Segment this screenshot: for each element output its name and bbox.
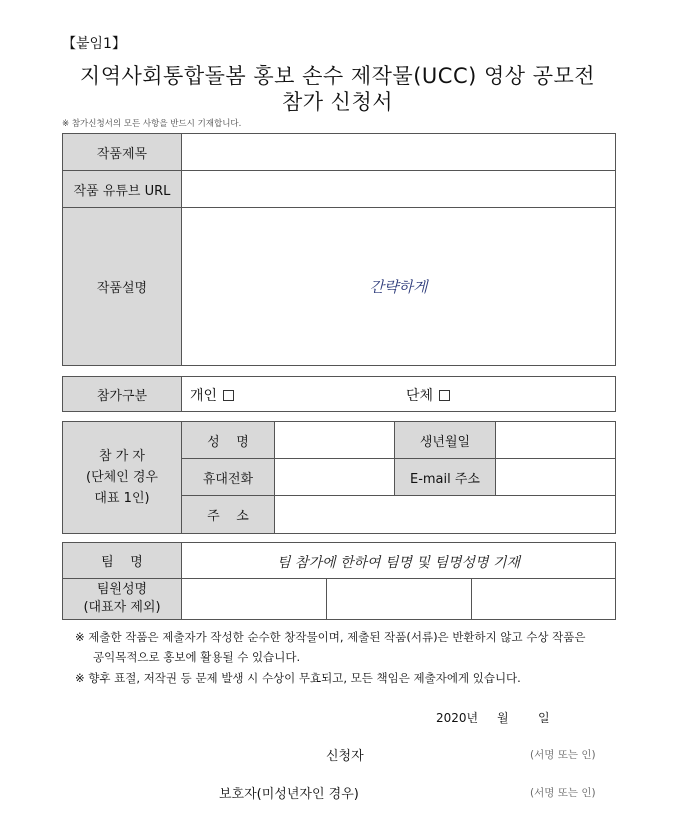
category-field [181,376,616,412]
individual-label: 개인 [190,388,218,404]
team-name-label: 팀 명 [62,542,182,579]
team-member-field-3[interactable] [471,578,616,620]
group-label: 단체 [406,388,434,404]
date-month: 월 [497,711,509,725]
address-field[interactable] [274,495,616,534]
group-checkbox[interactable] [439,390,450,401]
date-day: 일 [538,711,550,725]
guardian-label: 보호자(미성년자인 경우) [219,787,359,802]
work-title-field[interactable] [181,133,616,171]
email-field[interactable] [495,458,616,496]
footnote-1-line-2: 공익목적으로 홍보에 활용될 수 있습니다. [93,650,301,664]
group-option[interactable] [406,385,450,405]
email-label: E-mail 주소 [394,458,496,496]
category-label: 참가구분 [62,376,182,412]
participant-label: 참 가 자 (단체인 경우 대표 1인) [62,421,182,534]
applicant-signature[interactable]: (서명 또는 인) [530,749,596,761]
address-label: 주 소 [181,495,275,534]
footnote-2: ※ 향후 표절, 저작권 등 문제 발생 시 수상이 무효되고, 모든 책임은 제출자에게 있습니다. [75,671,521,685]
form-title: 지역사회통합돌봄 홍보 손수 제작물(UCC) 영상 공모전 [79,64,596,88]
description-hint: 간략하게 [369,278,428,296]
form-subtitle: 참가 신청서 [281,90,394,114]
team-members-label: 팀원성명 (대표자 제외) [62,578,182,620]
team-name-hint: 팀 참가에 한하여 팀명 및 팀명성명 기재 [276,555,521,571]
name-field[interactable] [274,421,395,459]
date-year: 2020년 [436,711,479,725]
applicant-label: 신청자 [326,749,364,764]
phone-field[interactable] [274,458,395,496]
birthdate-field[interactable] [495,421,616,459]
team-member-field-2[interactable] [326,578,472,620]
team-name-field[interactable] [181,542,616,579]
individual-option[interactable] [190,385,234,405]
team-member-field-1[interactable] [181,578,327,620]
youtube-url-label: 작품 유튜브 URL [62,170,182,208]
instruction-note: ※ 참가신청서의 모든 사항을 반드시 기재합니다. [62,119,242,129]
guardian-signature[interactable]: (서명 또는 인) [530,787,596,799]
work-description-field[interactable] [181,207,616,366]
work-title-label: 작품제목 [62,133,182,171]
attachment-label: 【붙임1】 [62,36,126,52]
youtube-url-field[interactable] [181,170,616,208]
individual-checkbox[interactable] [223,390,234,401]
phone-label: 휴대전화 [181,458,275,496]
footnote-1-line-1: ※ 제출한 작품은 제출자가 작성한 순수한 창작물이며, 제출된 작품(서류)은 반환하지 않고 수상 작품은 [75,630,586,644]
work-description-label: 작품설명 [62,207,182,366]
birthdate-label: 생년월일 [394,421,496,459]
name-label: 성 명 [181,421,275,459]
